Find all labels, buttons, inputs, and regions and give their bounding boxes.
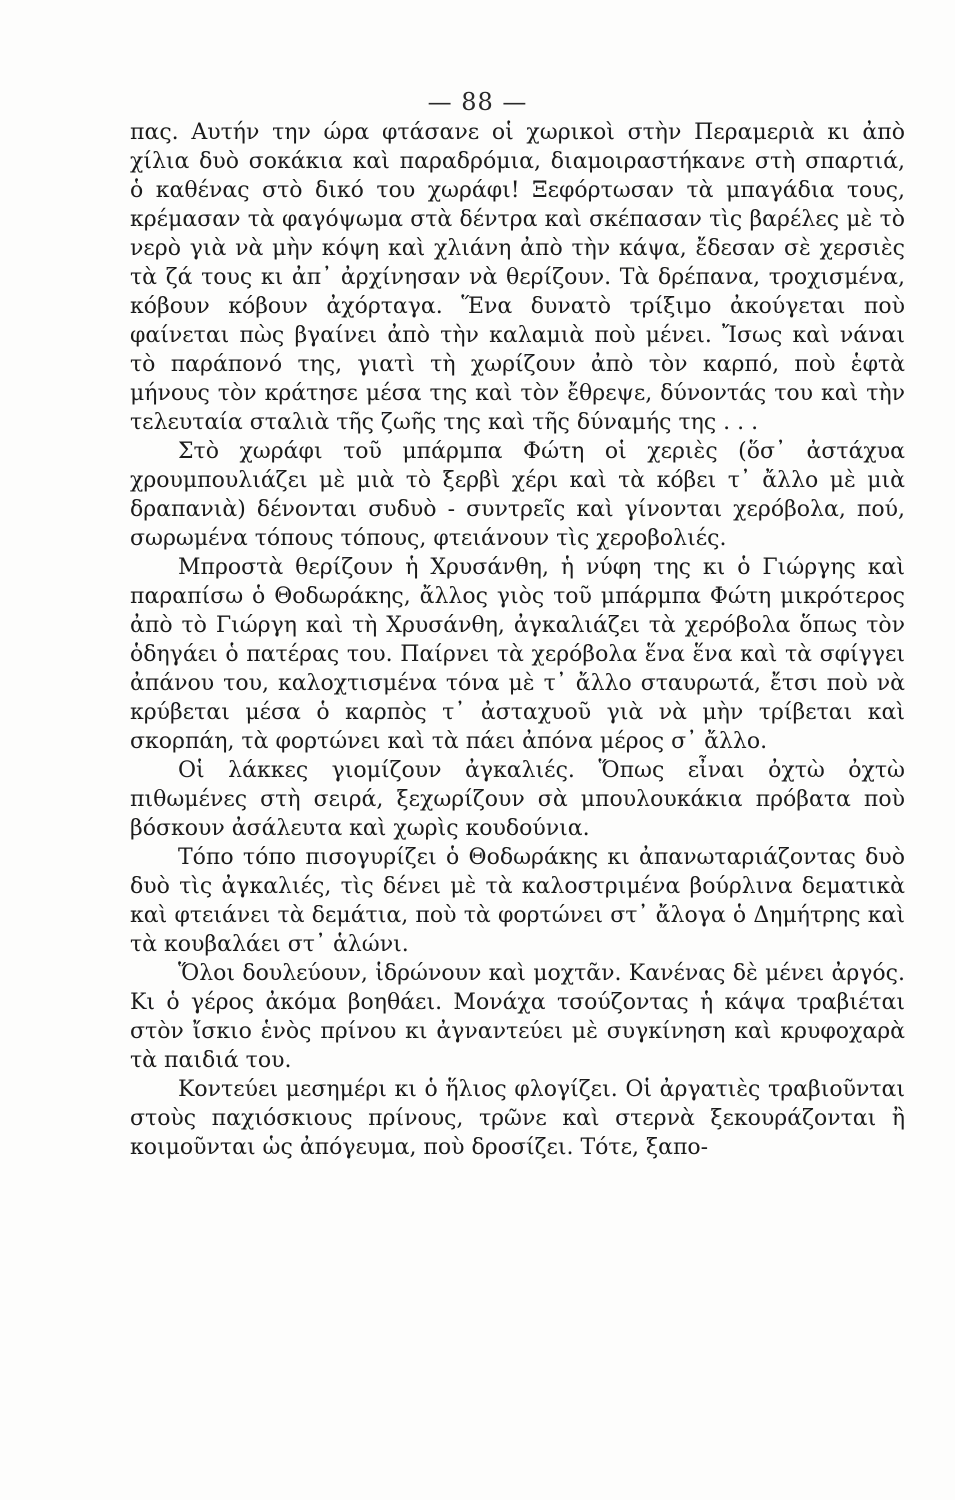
paragraph: Ὅλοι δουλεύουν, ἱδρώνουν καὶ μοχτᾶν. Κανένας δὲ μένει ἀργός. Κι ὁ γέρος ἀκόμα βοηθάει. Μονάχα τσούζοντας ἡ κάψα τραβιέται στὸν ἴσκιο ἑνὸς πρίνου κι ἀγναντεύει μὲ συγκίνηση καὶ κρυφοχαρὰ τὰ παιδιά του. <box>130 961 905 1073</box>
paragraph: Στὸ χωράφι τοῦ μπάρμπα Φώτη οἱ χεριὲς (ὅσ᾽ ἀστάχυα χρουμπουλιάζει μὲ μιὰ τὸ ξερβὶ χέρι καὶ τὰ κόβει τ᾽ ἄλλο μὲ μιὰ δραπανιὰ) δένονται συδυὸ - συντρεῖς καὶ γίνονται χερόβολα, πού, σωρωμένα τόπους τόπους, φτειάνουν τὶς χεροβολιές. <box>130 439 905 551</box>
page-number: — 88 — <box>427 88 528 116</box>
paragraph: Μπροστὰ θερίζουν ἡ Χρυσάνθη, ἡ νύφη της κι ὁ Γιώργης καὶ παραπίσω ὁ Θοδωράκης, ἄλλος γιὸς τοῦ μπάρμπα Φώτη μικρότερος ἀπὸ τὸ Γιώργη καὶ τὴ Χρυσάνθη, ἀγκαλιάζει τὰ χερόβολα ὅπως τὸν ὁδηγάει ὁ πατέρας του. Παίρνει τὰ χερόβολα ἕνα ἕνα καὶ τὰ σφίγγει ἀπάνου του, καλοχτισμένα τόνα μὲ τ᾽ ἄλλο σταυρωτά, ἔτσι ποὺ νὰ κρύβεται μέσα ὁ καρπὸς τ᾽ ἀσταχυοῦ γιὰ νὰ μὴν τρίβεται καὶ σκορπάη, τὰ φορτώνει καὶ τὰ πάει ἀπόνα μέρος σ᾽ ἄλλο. <box>130 555 905 754</box>
paragraph: πας. Αυτήν την ώρα φτάσανε οἱ χωρικοὶ στὴν Περαμεριὰ κι ἀπὸ χίλια δυὸ σοκάκια καὶ παραδρόμια, διαμοιραστήκανε στὴ σπαρτιά, ὁ καθένας στὸ δικό του χωράφι! Ξεφόρτωσαν τὰ μπαγάδια τους, κρέμασαν τὰ φαγόψωμα στὰ δέντρα καὶ σκέπασαν τὶς βαρέλες μὲ τὸ νερὸ γιὰ νὰ μὴν κόψη καὶ χλιάνη ἀπὸ τὴν κάψα, ἔδεσαν σὲ χερσιὲς τὰ ζά τους κι ἀπ᾽ ἀρχίνησαν νὰ θερίζουν. Τὰ δρέπανα, τροχισμένα, κόβουν κόβουν ἀχόρταγα. Ἕνα δυνατὸ τρίξιμο ἀκούγεται ποὺ φαίνεται πὼς βγαίνει ἀπὸ τὴν καλαμιὰ ποὺ μένει. Ἴσως καὶ νάναι τὸ παράπονό της, γιατὶ τὴ χωρίζουν ἀπὸ τὸν καρπό, ποὺ ἑφτὰ μήνους τὸν κράτησε μέσα της καὶ τὸν ἔθρεψε, δύνοντάς του καὶ τὴν τελευταία σταλιὰ τῆς ζωῆς της καὶ τῆς δύναμής της . . . <box>130 120 905 435</box>
paragraph: Κοντεύει μεσημέρι κι ὁ ἥλιος φλογίζει. Οἱ ἀργατιὲς τραβιοῦνται στοὺς παχιόσκιους πρίνους, τρῶνε καὶ στερνὰ ξεκουράζονται ἢ κοιμοῦνται ὡς ἀπόγευμα, ποὺ δροσίζει. Τότε, ξαπο- <box>130 1077 905 1160</box>
paragraph: Τόπο τόπο πισογυρίζει ὁ Θοδωράκης κι ἀπανωταριάζοντας δυὸ δυὸ τὶς ἀγκαλιές, τὶς δένει μὲ τὰ καλοστριμένα βούρλινα δεματικὰ καὶ φτειάνει τὰ δεμάτια, ποὺ τὰ φορτώνει στ᾽ ἄλογα ὁ Δημήτρης καὶ τὰ κουβαλάει στ᾽ ἁλώνι. <box>130 845 905 957</box>
paragraph: Οἱ λάκκες γιομίζουν ἀγκαλιές. Ὅπως εἶναι ὀχτὼ ὀχτὼ πιθωμένες στὴ σειρά, ξεχωρίζουν σὰ μπουλουκάκια πρόβατα ποὺ βόσκουν ἀσάλευτα καὶ χωρὶς κουδούνια. <box>130 758 905 841</box>
body-text <box>130 118 905 1162</box>
